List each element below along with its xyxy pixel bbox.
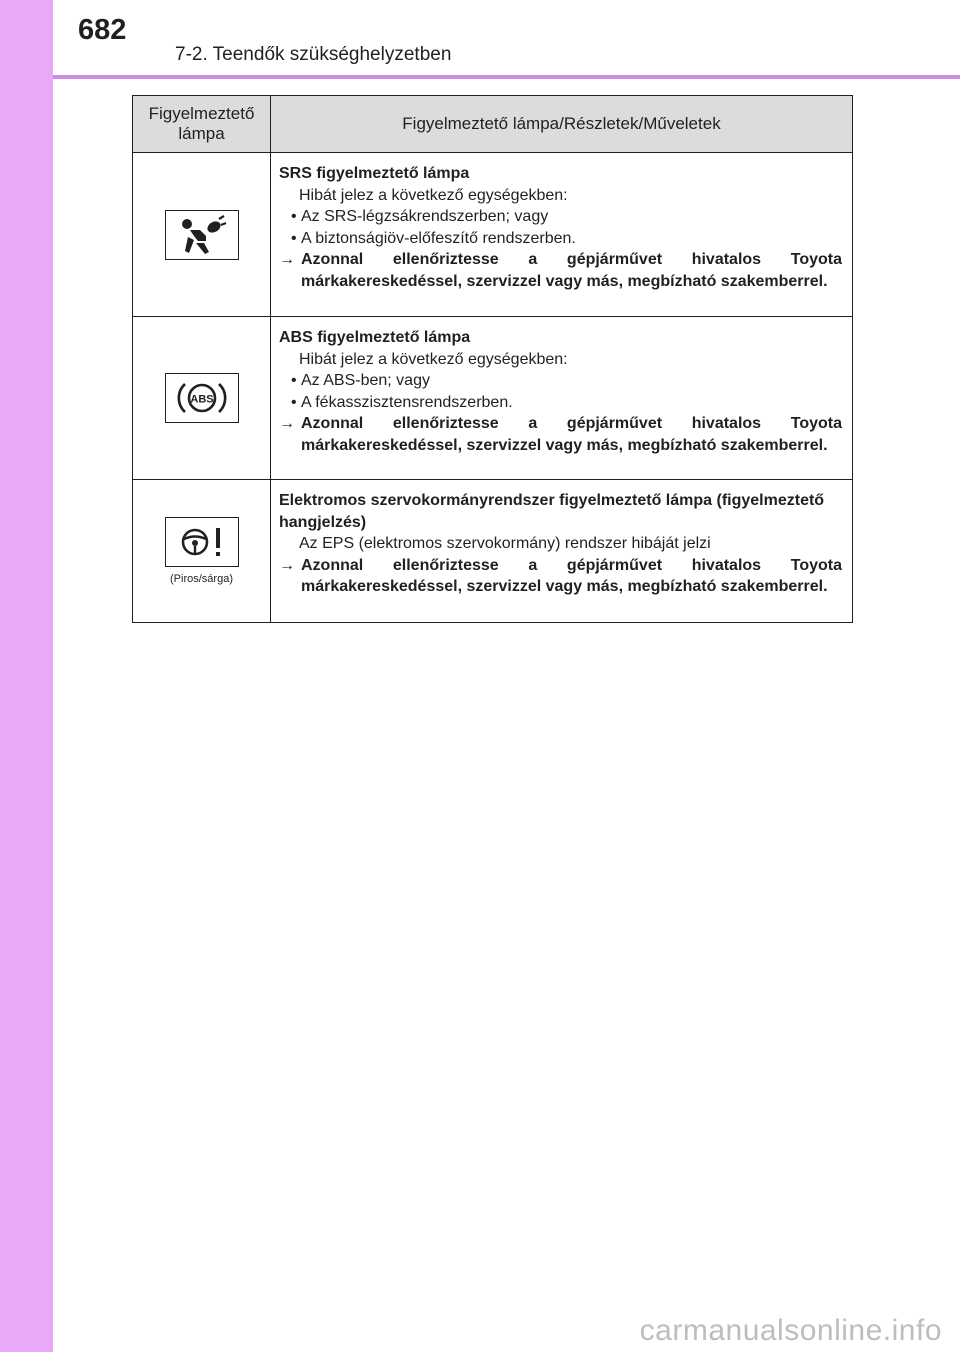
- icon-cell: [133, 153, 271, 317]
- warning-lamp-table: [132, 95, 853, 623]
- action-text: → Azonnal ellenőriztesse a gépjárművet hivatalos Toyota márkakereskedéssel, szervizzel vagy más, megbízható szakemberrel.: [279, 251, 842, 290]
- abs-icon: [165, 373, 239, 423]
- watermark: carmanualsonline.info: [639, 1314, 942, 1347]
- col-header-details: Figyelmeztető lámpa/Részletek/Műveletek: [271, 96, 853, 153]
- chapter-title: 7-2. Teendők szükséghelyzetben: [175, 44, 452, 65]
- table-row: [133, 317, 853, 480]
- table-header-row: [133, 96, 853, 153]
- side-tab: [0, 0, 53, 1352]
- col-header-lamp: Figyelmeztető lámpa: [133, 96, 271, 153]
- steering-wheel-warning-icon: [165, 517, 239, 567]
- table-row: [133, 153, 853, 317]
- details-cell: Elektromos szervokormányrendszer figyelmeztető lámpa (figyelmeztető hangjelzés) Az EPS (elektromos szervokormány) rendszer hibáját jelzi → Azonnal ellenőriztesse a gépjárművet hivatalos Toyota márkakereskedéssel, szervizzel vagy más, megbízható szakemberrel.: [271, 480, 853, 623]
- page-number: 682: [78, 14, 127, 46]
- icon-cell: [133, 317, 271, 480]
- action-text: → Azonnal ellenőriztesse a gépjárművet hivatalos Toyota márkakereskedéssel, szervizzel vagy más, megbízható szakemberrel.: [279, 415, 842, 454]
- airbag-seat-icon: [165, 210, 239, 260]
- details-cell: SRS figyelmeztető lámpa Hibát jelez a következő egységekben: • Az SRS-légzsákrendszerben; vagy • A biztonságiöv-előfeszítő rendszerben. → Azonnal ellenőriztesse a gépjárművet hivatalos Toyota márkakereskedéssel, szervizzel vagy más, megbízható szakemberrel.: [271, 153, 853, 317]
- icon-color-label: (Piros/sárga): [170, 573, 233, 585]
- header-divider: [53, 75, 960, 79]
- icon-cell: [133, 480, 271, 623]
- details-cell: ABS figyelmeztető lámpa Hibát jelez a következő egységekben: • Az ABS-ben; vagy • A fékasszisztensrendszerben. → Azonnal ellenőriztesse a gépjárművet hivatalos Toyota márkakereskedéssel, szervizzel vagy más, megbízható szakemberrel.: [271, 317, 853, 480]
- table-row: [133, 480, 853, 623]
- action-text: → Azonnal ellenőriztesse a gépjárművet hivatalos Toyota márkakereskedéssel, szervizzel vagy más, megbízható szakemberrel.: [279, 556, 842, 595]
- svg-text:ABS: ABS: [189, 393, 214, 406]
